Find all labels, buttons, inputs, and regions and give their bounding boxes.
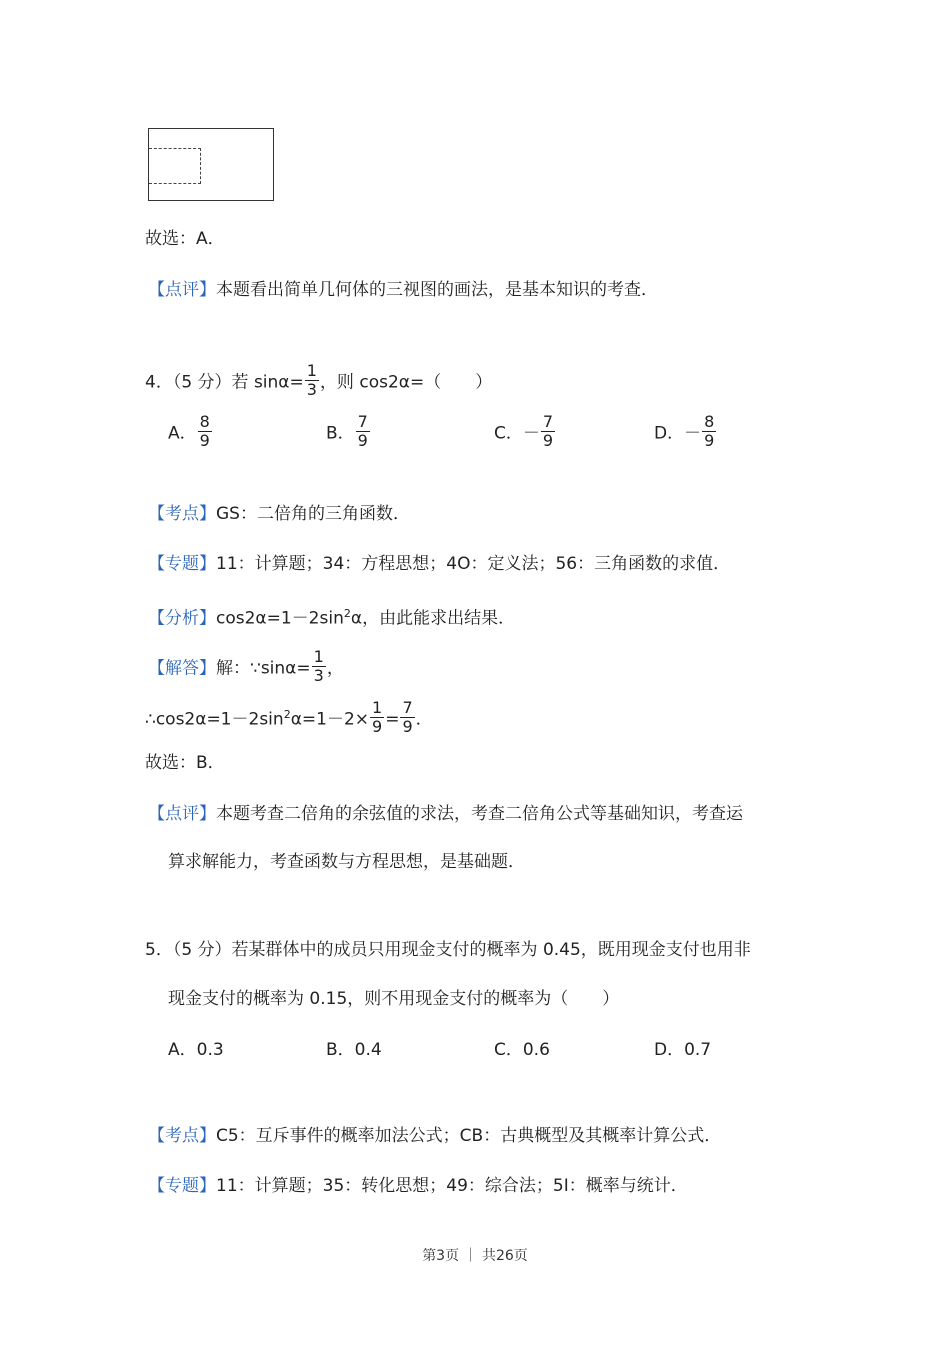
q4-option-d	[654, 412, 717, 452]
fraction-numerator: 1	[306, 361, 317, 380]
fraction-denominator: 3	[306, 380, 317, 399]
zhuanti-tag: 【专题】	[148, 554, 216, 574]
fraction-denominator: 9	[402, 717, 413, 736]
kaodian-tag: 【考点】	[148, 504, 216, 524]
zhuanti-text: 11：计算题；35：转化思想；49：综合法；5I：概率与统计．	[216, 1176, 688, 1196]
fraction-denominator: 9	[542, 431, 554, 450]
q5-option-c: C．0.6	[494, 1040, 550, 1060]
q4-review-line-1	[148, 803, 743, 825]
q5-option-a: A．0.3	[168, 1040, 224, 1060]
q4-fenxi	[148, 603, 515, 630]
q4-option-b	[326, 412, 371, 452]
fraction-numerator: 7	[542, 412, 554, 431]
q5-stem-line-1: 5．（5 分）若某群体中的成员只用现金支付的概率为 0.45，既用现金支付也用非	[145, 940, 751, 960]
option-label: B．	[326, 423, 355, 444]
fraction-numerator: 7	[357, 412, 368, 431]
q4-calculation	[145, 698, 433, 738]
kaodian-tag: 【考点】	[148, 1126, 216, 1146]
fraction-numerator: 7	[402, 698, 413, 717]
q4-option-a	[168, 412, 213, 452]
q5-option-b: B．0.4	[326, 1040, 382, 1060]
q4-kaodian	[148, 503, 410, 525]
zhuanti-text: 11：计算题；34：方程思想；4O：定义法；56：三角函数的求值．	[216, 554, 731, 574]
q4-stem-a: 4．（5 分）若 sinα=	[145, 372, 304, 393]
dashed-hidden-edge	[149, 148, 201, 184]
q4-zhuanti	[148, 553, 730, 575]
jieda-text-a: 解：∵sinα=	[216, 658, 311, 679]
q4-review-line-2: 算求解能力，考查函数与方程思想，是基础题．	[168, 852, 525, 872]
q5-kaodian	[148, 1125, 721, 1147]
zhuanti-tag: 【专题】	[148, 1176, 216, 1196]
option-fraction	[356, 413, 370, 450]
option-sign: －	[522, 423, 540, 444]
calc-fraction-2	[400, 699, 414, 736]
fraction-denominator: 9	[357, 431, 368, 450]
jieda-text-b: ，	[326, 658, 344, 679]
option-sign: －	[684, 423, 702, 444]
q5-stem-line-2: 现金支付的概率为 0.15，则不用现金支付的概率为（ ）	[168, 989, 620, 1009]
option-fraction	[702, 413, 716, 450]
calc-end: ．	[415, 709, 433, 730]
fraction-numerator: 1	[313, 647, 324, 666]
q5-option-d: D．0.7	[654, 1040, 712, 1060]
option-fraction	[198, 413, 212, 450]
fraction-denominator: 3	[313, 666, 324, 685]
fenxi-tag: 【分析】	[148, 608, 216, 629]
jieda-fraction	[312, 648, 326, 685]
jieda-tag: 【解答】	[148, 658, 216, 679]
calc-text-b: α=1－2×	[290, 709, 370, 730]
q4-jieda	[148, 647, 344, 687]
prev-review	[148, 279, 658, 301]
option-label: A．	[168, 423, 197, 444]
fenxi-text-a: cos2α=1－2sin	[216, 608, 344, 629]
q4-answer: 故选：B．	[145, 753, 225, 773]
review-text: 本题看出简单几何体的三视图的画法，是基本知识的考查．	[216, 280, 658, 300]
three-view-figure	[148, 128, 274, 201]
q4-stem	[145, 361, 493, 401]
kaodian-text: GS：二倍角的三角函数．	[216, 504, 410, 524]
fraction-numerator: 1	[372, 698, 383, 717]
calc-text-a: ∴cos2α=1－2sin	[145, 709, 284, 730]
option-label: D．	[654, 423, 685, 444]
q5-zhuanti	[148, 1175, 688, 1197]
page-footer: 第3页 ｜ 共26页	[422, 1248, 528, 1264]
fraction-denominator: 9	[704, 431, 715, 450]
q4-option-c	[494, 412, 556, 452]
option-label: C．	[494, 423, 523, 444]
review-text: 本题考查二倍角的余弦值的求法，考查二倍角公式等基础知识，考查运	[216, 804, 743, 824]
superscript: 2	[283, 707, 291, 721]
calc-fraction-1	[370, 699, 384, 736]
superscript: 2	[343, 607, 351, 620]
prev-answer: 故选：A．	[145, 229, 225, 249]
fraction-numerator: 8	[704, 412, 715, 431]
review-tag: 【点评】	[148, 804, 216, 824]
review-tag: 【点评】	[148, 280, 216, 300]
kaodian-text: C5：互斥事件的概率加法公式；CB：古典概型及其概率计算公式．	[216, 1126, 722, 1146]
option-fraction	[541, 413, 555, 450]
fraction-denominator: 9	[199, 431, 210, 450]
q4-stem-fraction	[305, 362, 319, 399]
fenxi-text-b: α，由此能求出结果．	[350, 608, 516, 629]
fraction-numerator: 8	[199, 412, 210, 431]
q4-stem-b: ，则 cos2α=（ ）	[319, 372, 493, 393]
fraction-denominator: 9	[372, 717, 383, 736]
calc-equals: =	[385, 709, 400, 730]
